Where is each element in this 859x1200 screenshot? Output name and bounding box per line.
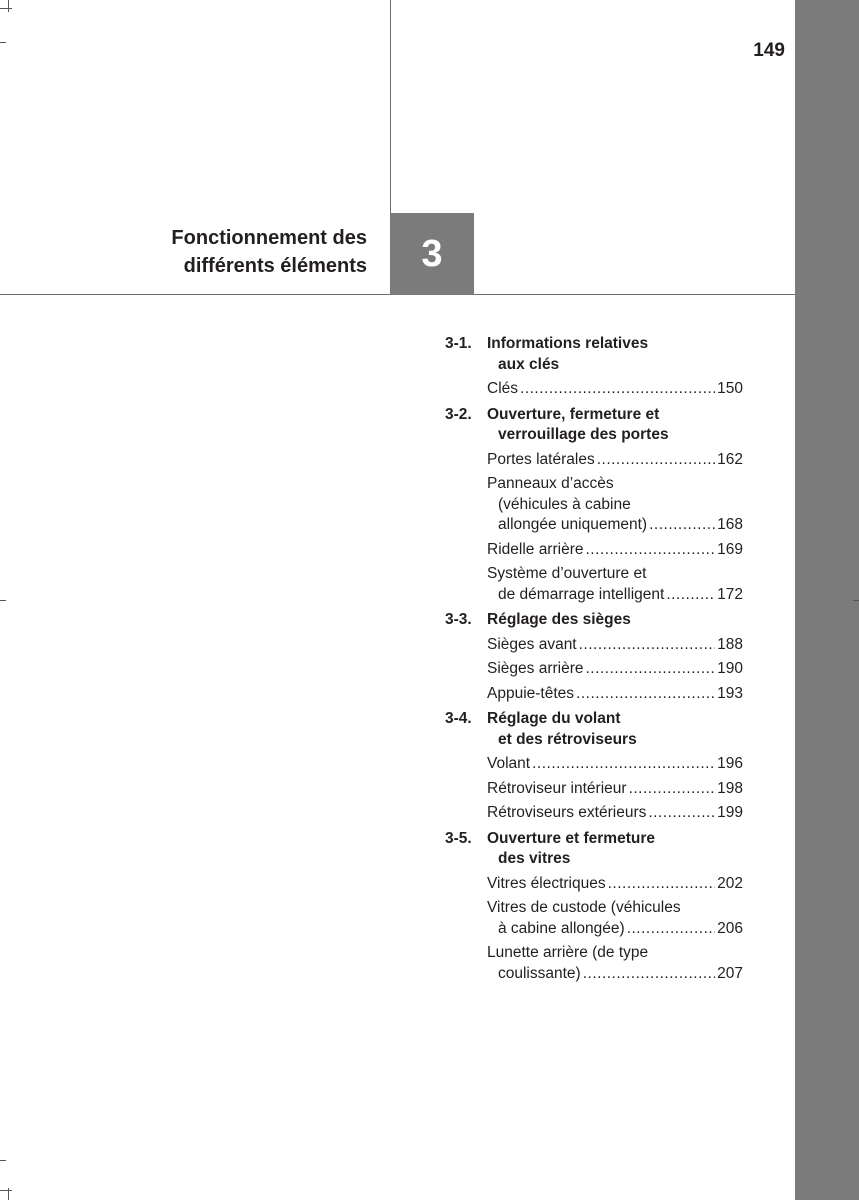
toc-entry[interactable] [487, 754, 743, 775]
toc-section [445, 829, 743, 985]
chapter-title-line: différents éléments [183, 255, 367, 277]
crop-mark [0, 600, 6, 601]
entry-title-line: Panneaux d’accès [487, 475, 614, 492]
entry-title-line: de démarrage intelligent [498, 585, 665, 603]
entry-page-number: 196 [717, 755, 743, 772]
toc-section [445, 610, 743, 704]
toc-entry[interactable] [487, 874, 743, 895]
toc-entry[interactable] [487, 943, 743, 984]
crop-mark [0, 1190, 12, 1191]
chapter-number-box: 3 [390, 213, 474, 295]
toc-entry[interactable] [487, 898, 743, 939]
chapter-title-line: Fonctionnement des [171, 227, 367, 249]
section-number: 3-3. [445, 611, 472, 628]
entry-page-number: 207 [717, 964, 743, 982]
section-title [487, 829, 743, 870]
toc-entry[interactable] [487, 540, 743, 561]
entry-title-line: coulissante) [498, 964, 581, 982]
toc-entry[interactable] [487, 803, 743, 824]
dot-leader [629, 779, 716, 800]
dot-leader [585, 540, 715, 561]
toc-section [445, 405, 743, 606]
entry-title-line: Portes latérales [487, 450, 595, 468]
section-title-line: Ouverture, fermeture et [487, 405, 660, 423]
entry-title-line: Ridelle arrière [487, 540, 584, 558]
chapter-title [60, 224, 367, 280]
section-heading[interactable] [445, 829, 743, 870]
entry-page-number: 162 [717, 450, 743, 468]
crop-mark [8, 0, 9, 12]
entry-page-number: 190 [717, 660, 743, 677]
entry-page-number: 169 [717, 540, 743, 558]
section-number: 3-4. [445, 710, 472, 727]
table-of-contents [445, 334, 743, 989]
section-title-line: verrouillage des portes [498, 426, 669, 443]
page-number: 149 [753, 40, 785, 61]
toc-entry[interactable] [487, 379, 743, 400]
dot-leader [583, 964, 715, 985]
section-heading[interactable] [445, 709, 743, 750]
entry-page-number: 202 [717, 874, 743, 892]
toc-entry[interactable] [487, 684, 743, 705]
dot-leader [666, 585, 715, 606]
section-number: 3-1. [445, 335, 472, 352]
entry-title-line: (véhicules à cabine [498, 495, 631, 513]
section-title-line: Informations relatives [487, 335, 649, 352]
entry-title-line: allongée uniquement) [498, 516, 648, 533]
crop-mark [8, 1188, 9, 1200]
section-title-line: Ouverture et fermeture [487, 829, 655, 847]
entry-page-number: 188 [717, 635, 743, 653]
section-heading[interactable] [445, 334, 743, 375]
section-title [487, 405, 743, 446]
section-title [487, 610, 743, 631]
dot-leader [649, 515, 715, 536]
section-heading[interactable] [445, 610, 743, 631]
toc-entry[interactable] [487, 474, 743, 536]
section-title-line: Réglage du volant [487, 710, 621, 727]
section-number: 3-5. [445, 829, 472, 847]
section-title [487, 709, 743, 750]
entry-title-line: Rétroviseur intérieur [487, 779, 627, 797]
entry-title-line: Vitres de custode (véhicules [487, 899, 681, 916]
entry-title-line: Sièges avant [487, 635, 577, 653]
toc-entry[interactable] [487, 779, 743, 800]
crop-mark [0, 42, 6, 43]
entry-page-number: 193 [717, 684, 743, 702]
toc-entry[interactable] [487, 564, 743, 605]
entry-page-number: 150 [717, 380, 743, 397]
entry-page-number: 172 [717, 585, 743, 603]
toc-entry[interactable] [487, 450, 743, 471]
dot-leader [586, 659, 716, 680]
dot-leader [608, 874, 716, 895]
crop-mark [0, 8, 12, 9]
section-title-line: aux clés [498, 355, 560, 373]
entry-title-line: Sièges arrière [487, 660, 584, 677]
dot-leader [520, 379, 715, 400]
entry-title-line: Appuie-têtes [487, 684, 575, 702]
section-number: 3-2. [445, 405, 472, 423]
section-title [487, 334, 743, 375]
side-tab-bar [795, 0, 859, 1200]
crop-mark [0, 1160, 6, 1161]
section-title-line: Réglage des sièges [487, 611, 631, 628]
crop-mark [853, 600, 859, 601]
entry-page-number: 198 [717, 779, 743, 797]
dot-leader [627, 919, 715, 940]
toc-entry[interactable] [487, 635, 743, 656]
dot-leader [576, 684, 715, 705]
entry-page-number: 199 [717, 804, 743, 821]
entry-title-line: Lunette arrière (de type [487, 944, 649, 961]
toc-section [445, 709, 743, 824]
section-title-line: et des rétroviseurs [498, 730, 637, 748]
dot-leader [532, 754, 715, 775]
entry-title-line: Clés [487, 380, 519, 397]
entry-page-number: 168 [717, 516, 743, 533]
entry-title-line: Rétroviseurs extérieurs [487, 804, 647, 821]
section-heading[interactable] [445, 405, 743, 446]
dot-leader [648, 803, 715, 824]
entry-title-line: à cabine allongée) [498, 919, 625, 937]
toc-section [445, 334, 743, 400]
section-title-line: des vitres [498, 850, 571, 867]
entry-title-line: Vitres électriques [487, 874, 606, 892]
dot-leader [597, 450, 715, 471]
entry-title-line: Volant [487, 755, 531, 772]
dot-leader [579, 635, 716, 656]
entry-page-number: 206 [717, 919, 743, 937]
entry-title-line: Système d’ouverture et [487, 565, 647, 582]
toc-entry[interactable] [487, 659, 743, 680]
